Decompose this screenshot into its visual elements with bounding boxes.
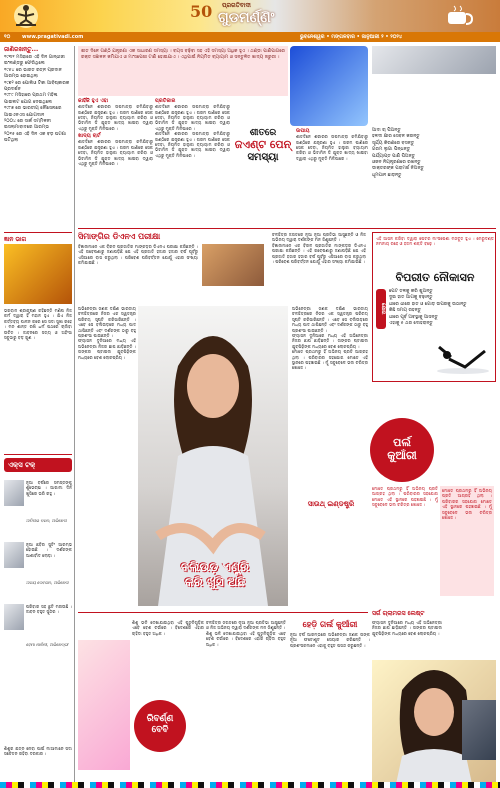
dna-title: ସିମାଙ୍ଗିର ଡିଏନଏ ପରୀକ୍ଷା xyxy=(78,232,161,241)
know-item: ୧୯୮୭ ରେ ଭାରତୀୟ ନୌସେନାରେ ଆଇଏନଏସ ଯୋଗଦାନ xyxy=(4,106,62,118)
headline-line3: ସମସ୍ୟା xyxy=(247,152,279,163)
tip-item: ଡାକ୍ତରଙ୍କ ପରାମର୍ଶ ନିଅନ୍ତୁ xyxy=(372,166,424,172)
badge-line1: ପର୍ଲ xyxy=(393,436,411,449)
health-feature xyxy=(78,46,368,224)
know-item: ୧୯୮୯ ମସିହାରେ ପ୍ରଥମ ମହିଳା ପାଇଲଟ ଯୋଗ ଦେଇଥିଲେ xyxy=(4,93,58,105)
star-text: ନୂଆ ବର୍ଷ ଆରମ୍ଭରେ ଅଭିନେତ୍ରୀ ଜଣକ ତାଙ୍କ ନୂଆ ଫଟୋଶୁଟ ସେୟାର କରିଛନ୍ତି । ପ୍ରଶଂସକମାନେ ଏହାକୁ ବହୁତ ପସନ୍ଦ କରୁଛନ୍ତି । xyxy=(290,632,370,648)
know-item: ୨୦୧୫ ରେ ଏହି ଦିନ ଏକ ବଡ଼ ଘଟଣା ଘଟିଥିଲା xyxy=(4,131,67,144)
tweet-author: ଅମିତାଭ ବଚ୍ଚନ, ଅଭିନେତା xyxy=(26,518,67,523)
horizontal-divider xyxy=(78,612,368,613)
baby-image xyxy=(78,640,130,770)
dna-text: ବିଜ୍ଞାନୀମାନେ ଏକ ବିରଳ ପ୍ରଜାତିର ମାଙ୍କଡ଼ର ଡିଏନଏ ପରୀକ୍ଷା କରିଛନ୍ତି । ଏହି ଗବେଷଣାରୁ ଜଣାପଡ଼ିଛି ଯେ ଏହି ପ୍ରଜାତି ହଜାର ହଜାର ବର୍ଷ ପୂର୍ବରୁ ଏସିଆରେ ବାସ କରୁଥିଲା । ପରିବେଶ ପରିବର୍ତ୍ତନ ଯୋଗୁଁ ଏହାର ସଂଖ୍ୟା କମିଯାଇଛି । xyxy=(78,244,198,266)
health-sub3: ଉପାୟ xyxy=(296,128,310,134)
tip-item: ଆଦା ଚା ପିଅନ୍ତୁ xyxy=(372,128,401,133)
page-title: ଗୁଡମର୍ଣ୍ଣିଂ xyxy=(218,10,275,26)
avatar xyxy=(4,480,24,506)
yoga-step: ପେଟ ତଳକୁ କରି ଶୁଅନ୍ତୁ xyxy=(389,289,433,294)
reborn-baby-badge xyxy=(134,700,186,752)
health-headline xyxy=(232,128,294,163)
tweet-author: ଅଜୟ ଦେବଗନ, ଅଭିନେତା xyxy=(26,580,69,585)
headline-line2: ଜଏଣ୍ଟ ପେନ୍ xyxy=(234,138,292,151)
pearl-text-body: ମୋତେ ପ୍ରଥମରୁ ହିଁ ଅଭିନୟ ପ୍ରତି ଆଗ୍ରହ ଥିଲା । ପରିବାରର ସହଯୋଗ ମୋତେ ଏହି ସ୍ଥାନରେ ପହଞ୍ଚାଇଛି । ମୁଁ ସବୁବେଳେ ଭଲ ଚରିତ୍ର ଖୋଜେ । xyxy=(372,486,438,508)
red-quote-box xyxy=(440,486,494,596)
tweet-section-title: ଏକ୍ସ ଟକ୍ xyxy=(4,458,72,472)
yoga-box xyxy=(372,232,496,382)
tweet-text: ନୂଆ ବର୍ଷରେ ସମସ୍ତଙ୍କୁ ଶୁଭେଚ୍ଛା । ଆଗାମୀ ଦିନ ଖୁସିରେ ଭରି ରହୁ । xyxy=(26,480,72,496)
tip-item: ଧୂମପାନ ଛାଡ଼ନ୍ତୁ xyxy=(372,172,402,178)
mid-article-text-2: ବିଜ୍ଞାନୀମାନେ ଏକ ବିରଳ ପ୍ରଜାତିର ମାଙ୍କଡ଼ର ଡିଏନଏ ପରୀକ୍ଷା କରିଛନ୍ତି । ଏହି ଗବେଷଣାରୁ ଜଣାପଡ଼ିଛି ଯେ ଏହି ପ୍ରଜାତି ହଜାର ହଜାର ବର୍ଷ ପୂର୍ବରୁ ଏସିଆରେ ବାସ କରୁଥିଲା । ପରିବେଶ ପରିବର୍ତ୍ତନ ଯୋଗୁଁ ଏହାର ସଂଖ୍ୟା କମିଯାଇଛି । xyxy=(272,242,366,265)
glamour-text: ଫ୍ୟାସନ ଦୁନିଆରେ ମଧ୍ୟ ଏହି ଅଭିନେତ୍ରୀ ନିଜର ଛାପ ଛାଡ଼ିଛନ୍ତି । ତାଙ୍କର ଷ୍ଟାଇଲ ଯୁବପିଢ଼ିଙ୍କ ମଧ୍ୟରେ ବେଶ ଲୋକପ୍ରିୟ । xyxy=(372,620,442,636)
baby-title-line2: ବେବି xyxy=(151,725,169,735)
yoga-intro: ଏହି ଆସନ କରିବା ଦ୍ୱାରା ପେଟର ମାଂସପେଶୀ ମଜବୁତ ହୁଏ । ମେରୁଦଣ୍ଡ ନମନୀୟ ରହେ ଓ ହଜମ ଶକ୍ତି ବଢ଼େ । xyxy=(376,236,494,247)
anniversary-logo: 50 xyxy=(190,2,213,21)
yoga-step: ଦୁଇ ହାତ ଆଗକୁ ବଢ଼ାନ୍ତୁ xyxy=(389,295,433,301)
divider xyxy=(4,232,72,233)
health-intro-text: ଶୀତ ଦିନେ ଗଣ୍ଠି ଯନ୍ତ୍ରଣା ଏକ ସାଧାରଣ ସମସ୍ୟା । ବୟସ ବଢ଼ିବା ସହ ଏହି ସମସ୍ୟା ଅଧିକ ହୁଏ । ଥଣ୍ଡା ପାଣିପାଗରେ ରକ୍ତ ସଞ୍ଚାଳନ କମିଯାଏ ଓ ମାଂସପେଶୀ ଟାଣି ହୋଇଯାଏ । ଏଥିପାଇଁ ନିୟମିତ ବ୍ୟାୟାମ ଓ ସନ୍ତୁଳିତ ଖାଦ୍ୟ ଜରୁରୀ । xyxy=(81,49,285,60)
mid-article-text: ଚଳଚ୍ଚିତ୍ର ଜଗତରେ ନୂଆ ନୂଆ ପ୍ରତିଭା ଆସୁଛନ୍ତି ଓ ନିଜ ଅଭିନୟ ଦ୍ୱାରା ଦର୍ଶକଙ୍କ ମନ ଜିଣୁଛନ୍ତି । xyxy=(272,232,366,243)
avatar xyxy=(4,542,24,568)
tweet-text: ପରିବାର ସହ ଛୁଟି ମନାଉଛି । ଜୀବନ ବହୁତ ସୁନ୍ଦର । xyxy=(26,604,72,615)
badge-line2: କୁଆଁରୀ xyxy=(387,449,417,462)
bottom-mid-text xyxy=(206,620,286,780)
yoga-step: ଏହାକୁ ୫ ଥର ଦୋହରାନ୍ତୁ xyxy=(389,321,433,327)
tweet-author: ହେମା ମାଳିନୀ, ଅଭିନେତ୍ରୀ xyxy=(26,642,69,647)
tip-item: ହଳଦୀ କ୍ଷୀର ସେବନ କରନ୍ତୁ xyxy=(372,134,420,140)
bottom-mid-para2: ଶିଶୁ ଭଳି ଦେଖାଯାଉଥିବା ଏହି ପୁତୁଳିଗୁଡ଼ିକ ଏବେ ବେଶ ଚର୍ଚ୍ଚାରେ । ବିଦେଶରେ ଏହାର ଚାହିଦା ବହୁତ ଅଧିକ । xyxy=(206,630,286,647)
know-item: ୧୯୫୪ ରେ ଭାରତ ରତ୍ନ ପ୍ରଦାନ ଆରମ୍ଭ ହୋଇଥିଲା xyxy=(4,67,62,80)
caption-line1: ବଲିଉଡ଼ ଏଣ୍ଟ୍ରି xyxy=(180,560,250,574)
color-registration-strip xyxy=(0,782,500,788)
feature-text-b: ଫ୍ୟାସନ ଦୁନିଆରେ ମଧ୍ୟ ଏହି ଅଭିନେତ୍ରୀ ନିଜର ଛାପ ଛାଡ଼ିଛନ୍ତି । ତାଙ୍କର ଷ୍ଟାଇଲ ଯୁବପିଢ଼ିଙ୍କ ମଧ୍ୟରେ ବେଶ ଲୋକପ୍ରିୟ । xyxy=(78,338,136,360)
feature-right-text xyxy=(292,306,368,616)
tweet-text: ନୂଆ ଛବିର ସୁଟିଂ ଆରମ୍ଭ ହୋଇଛି । ଦର୍ଶକଙ୍କ ଆଶୀର୍ବାଦ ଲୋଡ଼ା । xyxy=(26,542,72,558)
pearl-text xyxy=(372,486,438,606)
know-item: ୨୦୦୪ ରେ ସାର୍କ ସମ୍ମିଳନୀ ଇସଲାମାବାଦରେ ଆରମ୍ଭ xyxy=(4,119,51,131)
baby-title-line1: ରିବର୍ଣ୍ଣ xyxy=(146,714,174,724)
glamour-title: ସର୍ଗ ଗ୍ଲାମରସ ଲେଷ୍ଟ xyxy=(372,610,425,617)
health-col-1 xyxy=(78,98,153,224)
tea-cup-icon xyxy=(440,4,480,28)
health-sub2: ପ୍ରତିକାର xyxy=(155,98,176,104)
monkey-image xyxy=(202,244,264,286)
section-title-gyan: ଜ୍ଞାନ ଭାଗ xyxy=(4,236,27,243)
yoga-steps xyxy=(389,289,494,327)
know-item: ୧୯୩୧ ମସିହାରେ ଏହି ଦିନ ଗାନ୍ଧୀଜୀ ଇଂଲଣ୍ଡରୁ ଫେରିଥିଲେ xyxy=(4,55,65,67)
gyan-text: ଭଗବାନ ଶ୍ରୀକୃଷ୍ଣ କହିଛନ୍ତି ମଣିଷ ନିଜ କର୍ମ ଦ୍ୱାରା ହିଁ ମହାନ ହୁଏ । ଯିଏ ନିଜ କର୍ତ୍ତବ୍ୟ ପାଳନ କରେ ସେ ସଦା ସୁଖୀ ରହେ । ମନ ଶାନ୍ତ ରଖି ଧର୍ମ ପଥରେ ଚାଲିବା ଉଚିତ । ଜୀବନରେ ସତ୍ୟ ଓ ଅହିଂସା ସବୁଠାରୁ ବଡ଼ ଗୁଣ । xyxy=(4,308,72,341)
baby-text: ଶିଶୁ ଭଳି ଦେଖାଯାଉଥିବା ଏହି ପୁତୁଳିଗୁଡ଼ିକ ଏବେ ବେଶ ଚର୍ଚ୍ଚାରେ । ବିଦେଶରେ ଏହାର ଚାହିଦା ବହୁତ ଅଧିକ । xyxy=(132,620,204,636)
tips-list xyxy=(372,128,496,179)
actress-caption xyxy=(140,560,290,590)
baby-text-box xyxy=(132,620,204,696)
health-body-4: ଶୀତଦିନେ ଶରୀରର ତାପମାତ୍ରା କମିଯିବାରୁ ଗଣ୍ଠିରେ ଯନ୍ତ୍ରଣା ହୁଏ । ଗରମ ପାଣିରେ ସେକ ଦେବା, ନିୟମିତ ହାଲୁକା ବ୍ୟାୟାମ କରିବା ଓ ଭିଟାମିନ ଡି ଯୁକ୍ତ ଖାଦ୍ୟ ଖାଇବା ଦ୍ୱାରା ଏଥିରୁ ମୁକ୍ତି ମିଳିପାରେ । xyxy=(155,131,230,158)
horizontal-divider xyxy=(78,228,496,229)
info-bar xyxy=(0,32,500,42)
headline-line1: ଶୀତରେ xyxy=(249,128,277,138)
tweet-item xyxy=(4,478,72,540)
left-column xyxy=(4,46,72,784)
red-quote-text: ମୋତେ ପ୍ରଥମରୁ ହିଁ ଅଭିନୟ ପ୍ରତି ଆଗ୍ରହ ଥିଲା । ପରିବାରର ସହଯୋଗ ମୋତେ ଏହି ସ୍ଥାନରେ ପହଞ୍ଚାଇଛି । ମୁଁ ସବୁବେଳେ ଭଲ ଚରିତ୍ର ଖୋଜେ । xyxy=(442,488,492,521)
health-col-2 xyxy=(155,98,230,224)
page-number: ୧୦ xyxy=(4,34,11,40)
knee-pain-image xyxy=(290,46,368,126)
tip-item: ଓଜନ ନିୟନ୍ତ୍ରଣରେ ରଖନ୍ତୁ xyxy=(372,160,421,166)
tweet-item xyxy=(4,602,72,664)
brand-small: ପ୍ରଗତିବାଦୀ xyxy=(222,2,251,9)
tips-list-box xyxy=(372,46,496,224)
health-body-5: ଶୀତଦିନେ ଶରୀରର ତାପମାତ୍ରା କମିଯିବାରୁ ଗଣ୍ଠିରେ ଯନ୍ତ୍ରଣା ହୁଏ । ଗରମ ପାଣିରେ ସେକ ଦେବା, ନିୟମିତ ହାଲୁକା ବ୍ୟାୟାମ କରିବା ଓ ଭିଟାମିନ ଡି ଯୁକ୍ତ ଖାଦ୍ୟ ଖାଇବା ଦ୍ୱାରା ଏଥିରୁ ମୁକ୍ତି ମିଳିପାରେ । xyxy=(296,134,368,161)
tip-item: ସୂର୍ଯ୍ୟ କିରଣରେ ବସନ୍ତୁ xyxy=(372,140,415,146)
dna-article xyxy=(78,232,268,302)
tweet-list xyxy=(4,478,72,664)
health-sub1: କାହିଁକି ହୁଏ ଏହା xyxy=(78,98,109,104)
south-industry-title: ସାଉଥ୍ ଇଣ୍ଡଷ୍ଟ୍ରି xyxy=(307,500,355,508)
pearl-badge xyxy=(370,418,434,482)
yoga-step: ଧୀରେ ଧୀରେ ହାତ ଓ ଗୋଡ଼ ଉପରକୁ ଉଠାନ୍ତୁ xyxy=(389,301,467,307)
know-item: ୧୯୭୨ ରେ ପୋଲିଓ ଟିକା ଆବିଷ୍କାରକ ପ୍ରଦର୍ଶନ xyxy=(4,80,70,93)
mid-article xyxy=(272,232,366,302)
krishna-image xyxy=(4,244,72,304)
section-title-know: ଜାଣିରଖନ୍ତୁ... xyxy=(4,46,39,53)
health-body-2: ଶୀତଦିନେ ଶରୀରର ତାପମାତ୍ରା କମିଯିବାରୁ ଗଣ୍ଠିରେ ଯନ୍ତ୍ରଣା ହୁଏ । ଗରମ ପାଣିରେ ସେକ ଦେବା, ନିୟମିତ ହାଲୁକା ବ୍ୟାୟାମ କରିବା ଓ ଭିଟାମିନ ଡି ଯୁକ୍ତ ଖାଦ୍ୟ ଖାଇବା ଦ୍ୱାରା ଏଥିରୁ ମୁକ୍ତି ମିଳିପାରେ । xyxy=(78,139,153,167)
site-url[interactable]: www.pragativadi.com xyxy=(22,34,84,40)
avatar xyxy=(4,604,24,630)
bottom-note: ଶିଶୁର ଯତ୍ନ ନେବା ପାଇଁ ମାଆମାନେ ସଦା ସଚେତନ ରହିବା ଦରକାର । xyxy=(4,746,72,757)
feature-text-e: ମୋତେ ପ୍ରଥମରୁ ହିଁ ଅଭିନୟ ପ୍ରତି ଆଗ୍ରହ ଥିଲା । ପରିବାରର ସହଯୋଗ ମୋତେ ଏହି ସ୍ଥାନରେ ପହଞ୍ଚାଇଛି । ମୁଁ ସବୁବେଳେ ଭଲ ଚରିତ୍ର ଖୋଜେ । xyxy=(292,349,368,371)
yoga-title: ବିପରୀତ ନୌକାସନ xyxy=(395,271,475,284)
health-body-1: ଶୀତଦିନେ ଶରୀରର ତାପମାତ୍ରା କମିଯିବାରୁ ଗଣ୍ଠିରେ ଯନ୍ତ୍ରଣା ହୁଏ । ଗରମ ପାଣିରେ ସେକ ଦେବା, ନିୟମିତ ହାଲୁକା ବ୍ୟାୟାମ କରିବା ଓ ଭିଟାମିନ ଡି ଯୁକ୍ତ ଖାଦ୍ୟ ଖାଇବା ଦ୍ୱାରା ଏଥିରୁ ମୁକ୍ତି ମିଳିପାରେ । xyxy=(78,104,153,131)
bottom-mid-para1: ଚଳଚ୍ଚିତ୍ର ଜଗତରେ ନୂଆ ନୂଆ ପ୍ରତିଭା ଆସୁଛନ୍ତି ଓ ନିଜ ଅଭିନୟ ଦ୍ୱାରା ଦର୍ଶକଙ୍କ ମନ ଜିଣୁଛନ୍ତି । xyxy=(206,620,286,631)
feature-text-c: ଅଭିନେତ୍ରୀ ଜଣକ ଦକ୍ଷିଣ ଭାରତୀୟ ଚଳଚ୍ଚିତ୍ରରେ ନିଜର ଏକ ସ୍ୱତନ୍ତ୍ର ପରିଚୟ ସୃଷ୍ଟି କରିସାରିଛନ୍ତି । ଏବେ ସେ ବଲିଉଡ଼ରେ ମଧ୍ୟ ପାଦ ଥାପିଛନ୍ତି ଏବଂ ଦର୍ଶକଙ୍କ ଠାରୁ ବହୁ ପ୍ରଶଂସା ପାଉଛନ୍ତି । xyxy=(292,306,368,333)
tip-item: ଗରମ ଲୁଗା ପିନ୍ଧନ୍ତୁ xyxy=(372,147,411,153)
inset-photo xyxy=(462,700,496,760)
star-title: ହେଡ଼ି ଗର୍ଲ କୁଆଁରୀ xyxy=(302,620,358,629)
yoga-label: ଯୋଗ xyxy=(376,289,386,329)
hand-image xyxy=(372,46,496,74)
tip-item: ପର୍ଯ୍ୟାପ୍ତ ପାଣି ପିଅନ୍ତୁ xyxy=(372,153,416,159)
yoga-step: କିଛି ସମୟ ରହନ୍ତୁ xyxy=(389,308,422,314)
health-sub4: ଖାଦ୍ୟ ଚାର୍ଟ xyxy=(78,133,101,140)
health-body-3: ଶୀତଦିନେ ଶରୀରର ତାପମାତ୍ରା କମିଯିବାରୁ ଗଣ୍ଠିରେ ଯନ୍ତ୍ରଣା ହୁଏ । ଗରମ ପାଣିରେ ସେକ ଦେବା, ନିୟମିତ ହାଲୁକା ବ୍ୟାୟାମ କରିବା ଓ ଭିଟାମିନ ଡି ଯୁକ୍ତ ଖାଦ୍ୟ ଖାଇବା ଦ୍ୱାରା ଏଥିରୁ ମୁକ୍ତି ମିଳିପାରେ । xyxy=(155,104,230,131)
yoga-pose-figure xyxy=(433,337,493,377)
column-divider xyxy=(74,46,75,784)
tweet-item xyxy=(4,540,72,602)
yoga-silhouette-icon xyxy=(4,2,48,32)
divider xyxy=(4,454,72,455)
health-intro-box xyxy=(78,46,288,96)
feature-text-d: ଫ୍ୟାସନ ଦୁନିଆରେ ମଧ୍ୟ ଏହି ଅଭିନେତ୍ରୀ ନିଜର ଛାପ ଛାଡ଼ିଛନ୍ତି । ତାଙ୍କର ଷ୍ଟାଇଲ ଯୁବପିଢ଼ିଙ୍କ ମଧ୍ୟରେ ବେଶ ଲୋକପ୍ରିୟ । xyxy=(292,333,368,349)
know-list xyxy=(4,55,72,145)
issue-date: ଭୁବନେଶ୍ୱର • ମଙ୍ଗଳବାର • ଜାନୁଆରୀ ୨ • ୨୦୨୪ xyxy=(300,34,403,40)
feature-text-a: ଅଭିନେତ୍ରୀ ଜଣକ ଦକ୍ଷିଣ ଭାରତୀୟ ଚଳଚ୍ଚିତ୍ରରେ ନିଜର ଏକ ସ୍ୱତନ୍ତ୍ର ପରିଚୟ ସୃଷ୍ଟି କରିସାରିଛନ୍ତି । ଏବେ ସେ ବଲିଉଡ଼ରେ ମଧ୍ୟ ପାଦ ଥାପିଛନ୍ତି ଏବଂ ଦର୍ଶକଙ୍କ ଠାରୁ ବହୁ ପ୍ରଶଂସା ପାଉଛନ୍ତି । xyxy=(78,306,136,339)
caption-line2: କରି ଖୁସି ଅଛି xyxy=(184,575,246,589)
health-col-3 xyxy=(296,128,368,224)
star-article xyxy=(290,620,370,780)
yoga-step: ଧୀରେ ପୂର୍ବ ଅବସ୍ଥାକୁ ଆସନ୍ତୁ xyxy=(389,314,438,320)
feature-left-text xyxy=(78,306,136,606)
